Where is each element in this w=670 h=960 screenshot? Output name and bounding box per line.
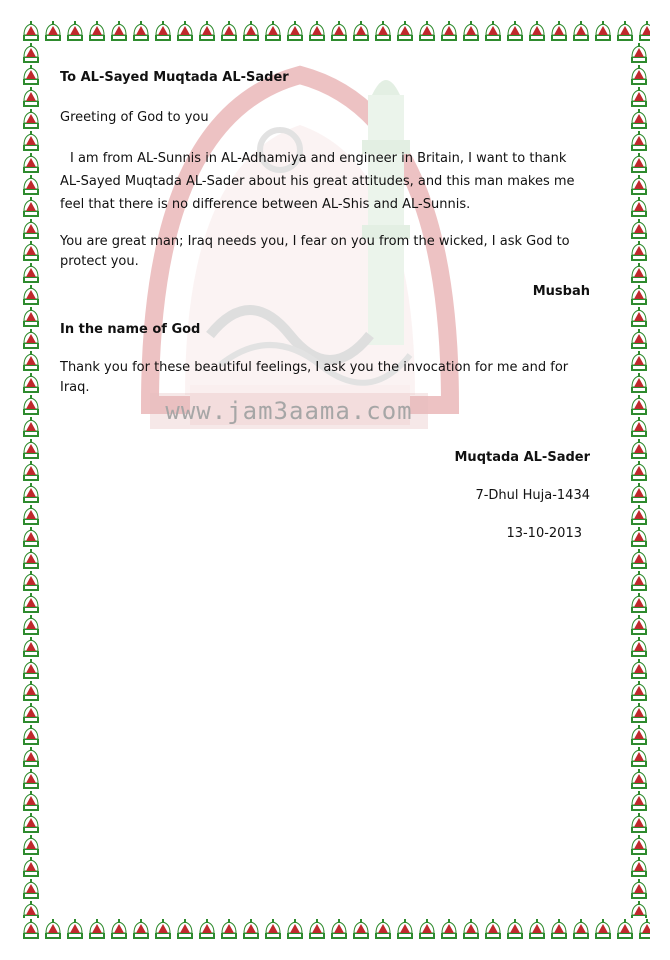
letter-paragraph-1: I am from AL-Sunnis in AL-Adhamiya and engineer in Britain, I want to thank AL-Sayed Muqtada AL-Sader about his great attitudes, and this man makes me feel that there is no difference between AL-Shis and AL-Sunnis. xyxy=(60,151,575,212)
letter-greeting: Greeting of God to you xyxy=(60,110,209,125)
reply-hijri-date: 7-Dhul Huja-1434 xyxy=(475,488,590,503)
letter-recipient: To AL-Sayed Muqtada AL-Sader xyxy=(60,70,289,85)
left-border xyxy=(20,42,42,918)
reply-heading: In the name of God xyxy=(60,322,201,337)
top-border xyxy=(20,20,650,42)
reply-body: Thank you for these beautiful feelings, I ask you the invocation for me and for Iraq. xyxy=(60,360,569,395)
letter-sender: Musbah xyxy=(532,284,590,299)
reply-signature: Muqtada AL-Sader xyxy=(454,450,590,465)
reply-gregorian-date: 13-10-2013 xyxy=(506,526,582,541)
right-border xyxy=(628,42,650,918)
watermark-url: www.jam3aama.com xyxy=(150,393,428,429)
letter-paragraph-2: You are great man; Iraq needs you, I fear on you from the wicked, I ask God to protect you. xyxy=(60,234,570,269)
letter-body xyxy=(60,68,590,544)
bottom-border xyxy=(20,918,650,940)
